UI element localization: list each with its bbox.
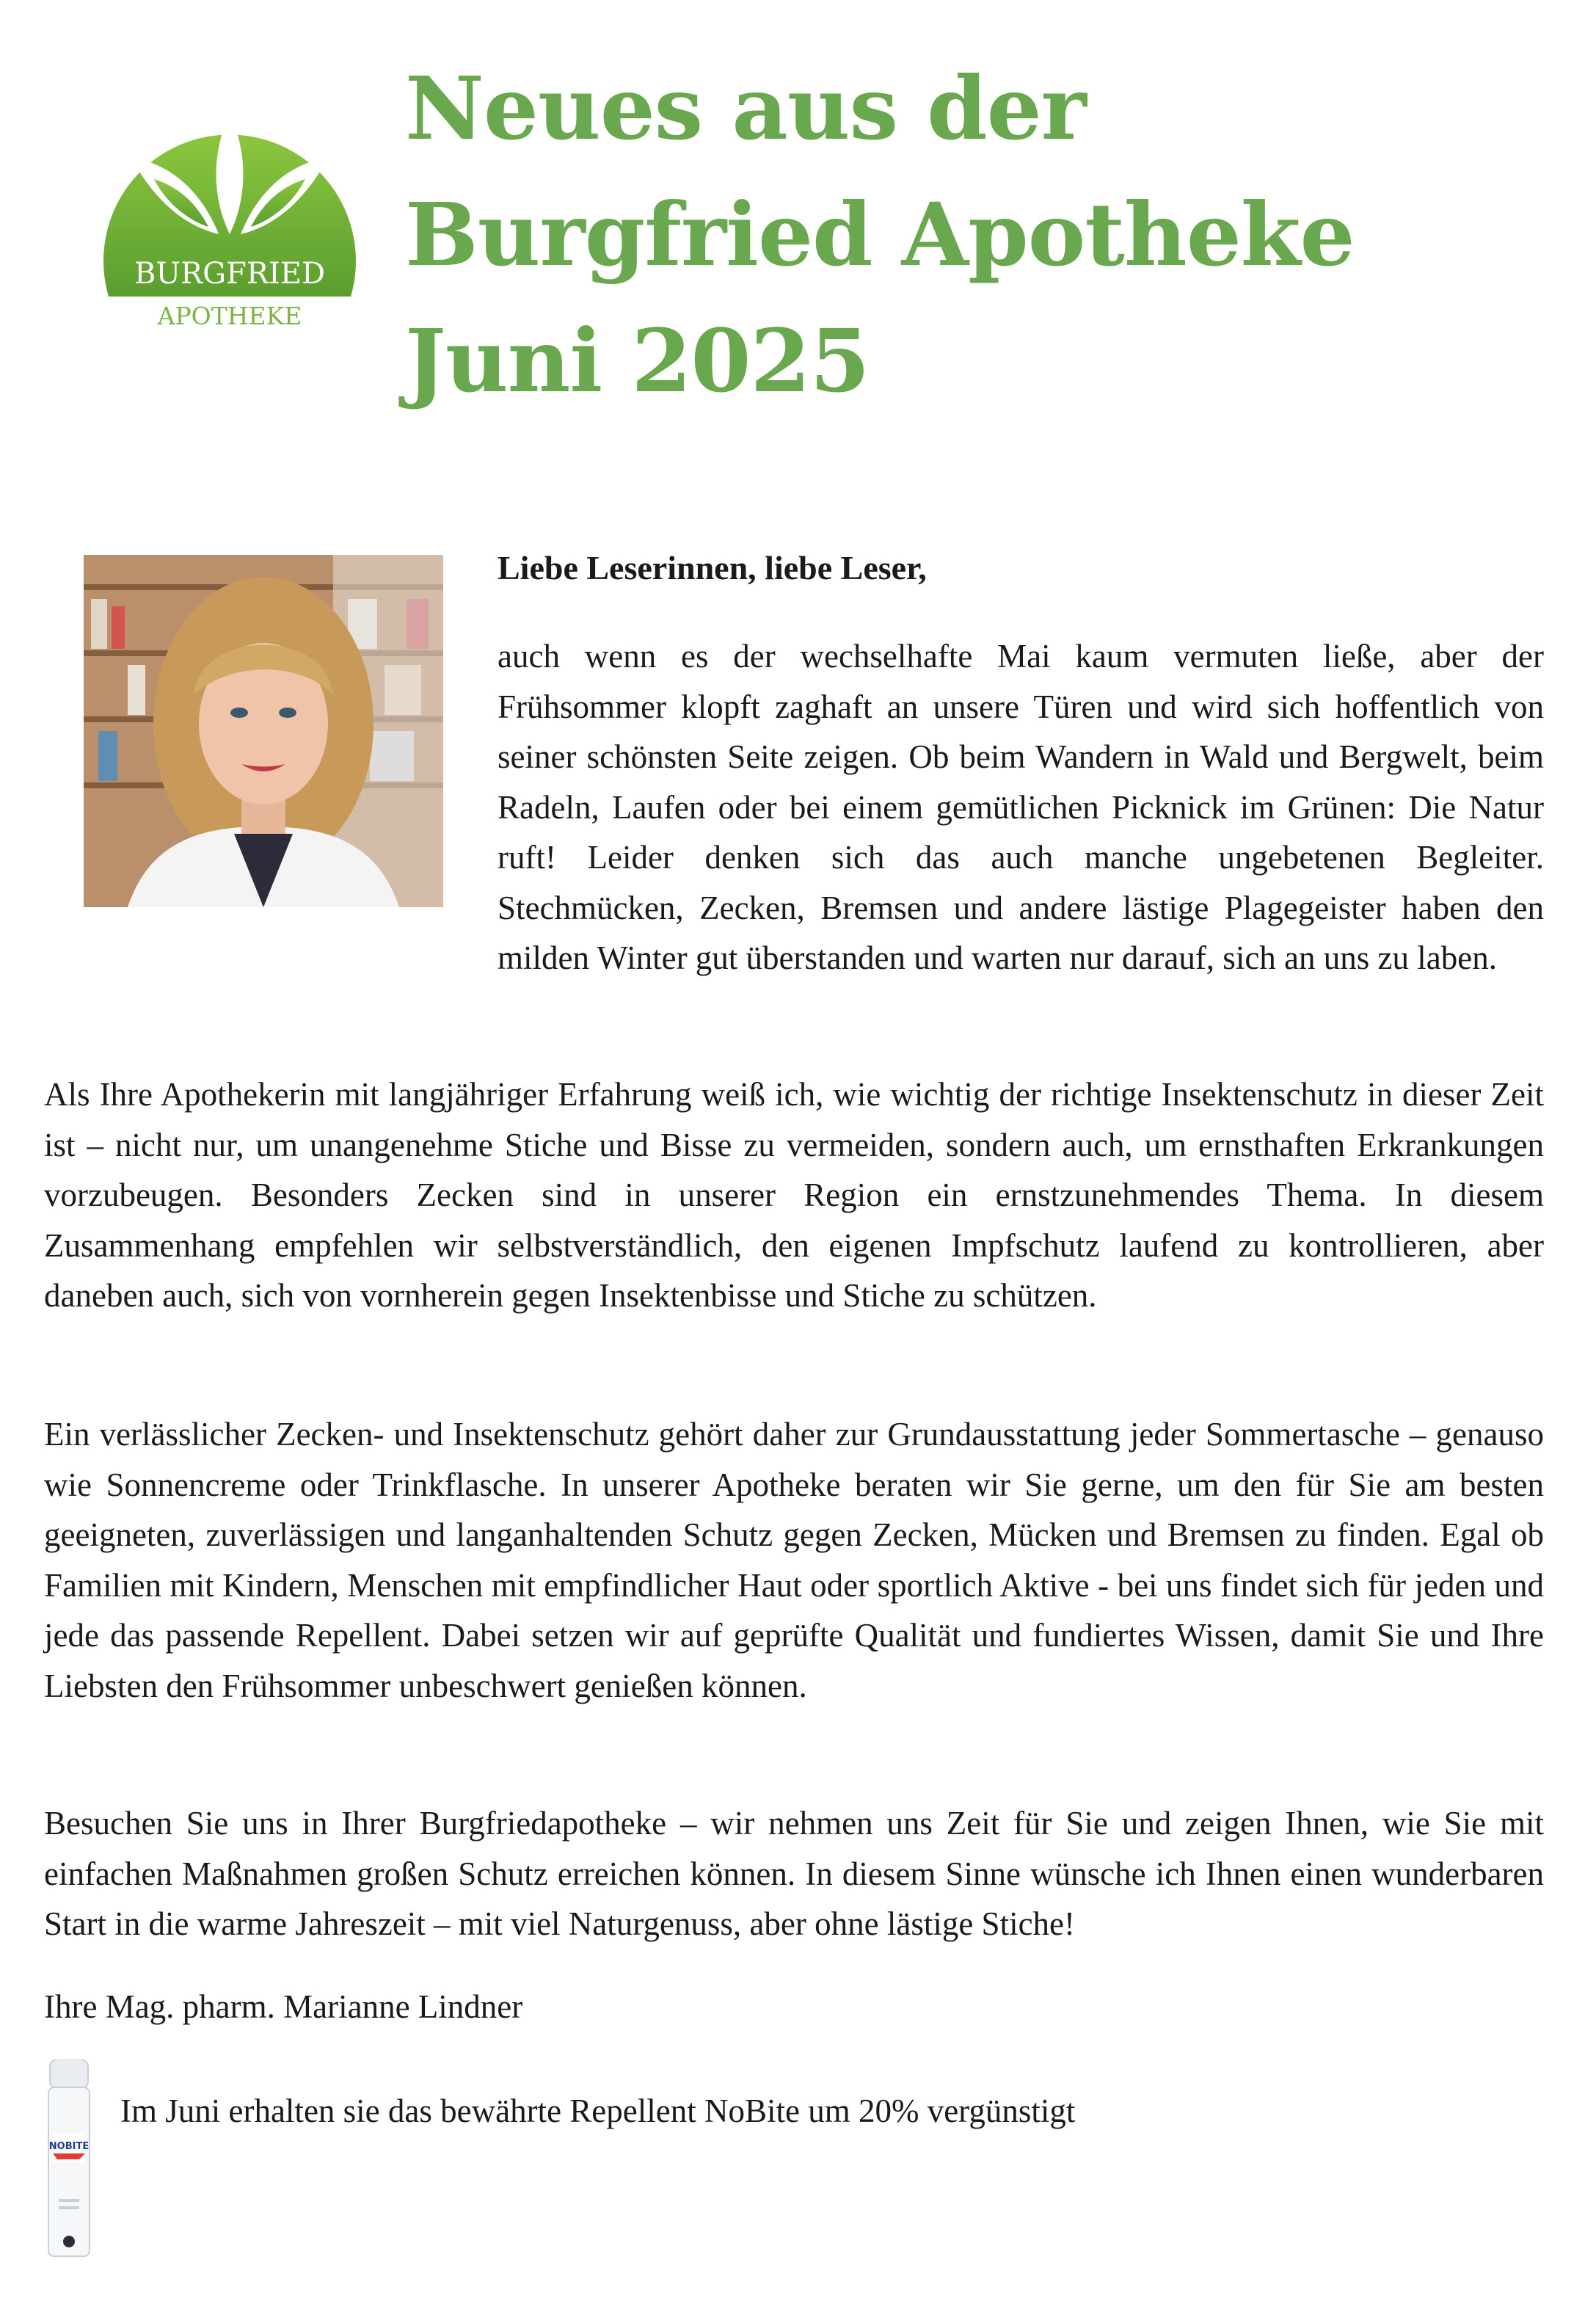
- paragraph-4: Besuchen Sie uns in Ihrer Burgfriedapotheke – wir nehmen uns Zeit für Sie und zeigen Ihnen, wie Sie mit einfachen Maßnahmen großen Schutz erreichen können. In diesem Sinne wünsche ich Ihnen einen wunderbaren Start in die warme Jahreszeit – mit viel Naturgenuss, aber ohne lästige Stiche!: [44, 1805, 1544, 1942]
- nobite-offer-text: Im Juni erhalten sie das bewährte Repellent NoBite um 20% vergünstigt: [120, 2093, 1076, 2129]
- paragraph-1-block: [44, 631, 1544, 984]
- newsletter-title: [405, 46, 1355, 424]
- bottle-label: NOBITE: [48, 2141, 90, 2152]
- portrait-spacer: [44, 631, 498, 984]
- signature: Ihre Mag. pharm. Marianne Lindner: [44, 1988, 523, 2025]
- paragraph-1: auch wenn es der wechselhafte Mai kaum vermuten ließe, aber der Frühsommer klopft zaghaft an unsere Türen und wird sich hoffentlich von seiner schönsten Seite zeigen. Ob beim Wandern in Wald und Bergwelt, beim Radeln, Laufen oder bei einem gemütlichen Picknick im Grünen: Die Natur ruft! Leider denken sich das auch manche ungebetenen Begleiter. Stechmücken, Zecken, Bremsen und andere lästige Plagegeister haben den milden Winter gut überstanden und warten nur darauf, sich an uns zu laben.: [498, 638, 1544, 976]
- letter-greeting: Liebe Leserinnen, liebe Leser,: [498, 549, 927, 586]
- burgfried-apotheke-logo: [92, 76, 367, 355]
- title-line-2: Burgfried Apotheke: [405, 183, 1355, 286]
- title-line-3: Juni 2025: [405, 310, 870, 412]
- nobite-spray-bottle: [43, 2060, 95, 2259]
- title-line-1: Neues aus der: [405, 57, 1086, 159]
- logo-text-burgfried: BURGFRIED: [134, 257, 326, 291]
- paragraph-2: Als Ihre Apothekerin mit langjähriger Erfahrung weiß ich, wie wichtig der richtige Insektenschutz in dieser Zeit ist – nicht nur, um unangenehme Stiche und Bisse zu vermeiden, sondern auch, um ernsthaften Erkrankungen vorzubeugen. Besonders Zecken sind in unserer Region ein ernstzunehmendes Thema. In diesem Zusammenhang empfehlen wir selbstverständlich, den eigenen Impfschutz laufend zu kontrollieren, aber daneben auch, sich von vornherein gegen Insektenbisse und Stiche zu schützen.: [44, 1076, 1544, 1314]
- logo-text-apotheke: APOTHEKE: [157, 302, 302, 330]
- paragraph-3: Ein verlässlicher Zecken- und Insektenschutz gehört daher zur Grundausstattung jeder Sommertasche – genauso wie Sonnencreme oder Trinkflasche. In unserer Apotheke beraten wir Sie gerne, um den für Sie am besten geeigneten, zuverlässigen und langanhaltenden Schutz gegen Zecken, Mücken und Bremsen zu finden. Egal ob Familien mit Kindern, Menschen mit empfindlicher Haut oder sportlich Aktive - bei uns findet sich für jeden und jede das passende Repellent. Dabei setzen wir auf geprüfte Qualität und fundiertes Wissen, damit Sie und Ihre Liebsten den Frühsommer unbeschwert genießen können.: [44, 1416, 1544, 1704]
